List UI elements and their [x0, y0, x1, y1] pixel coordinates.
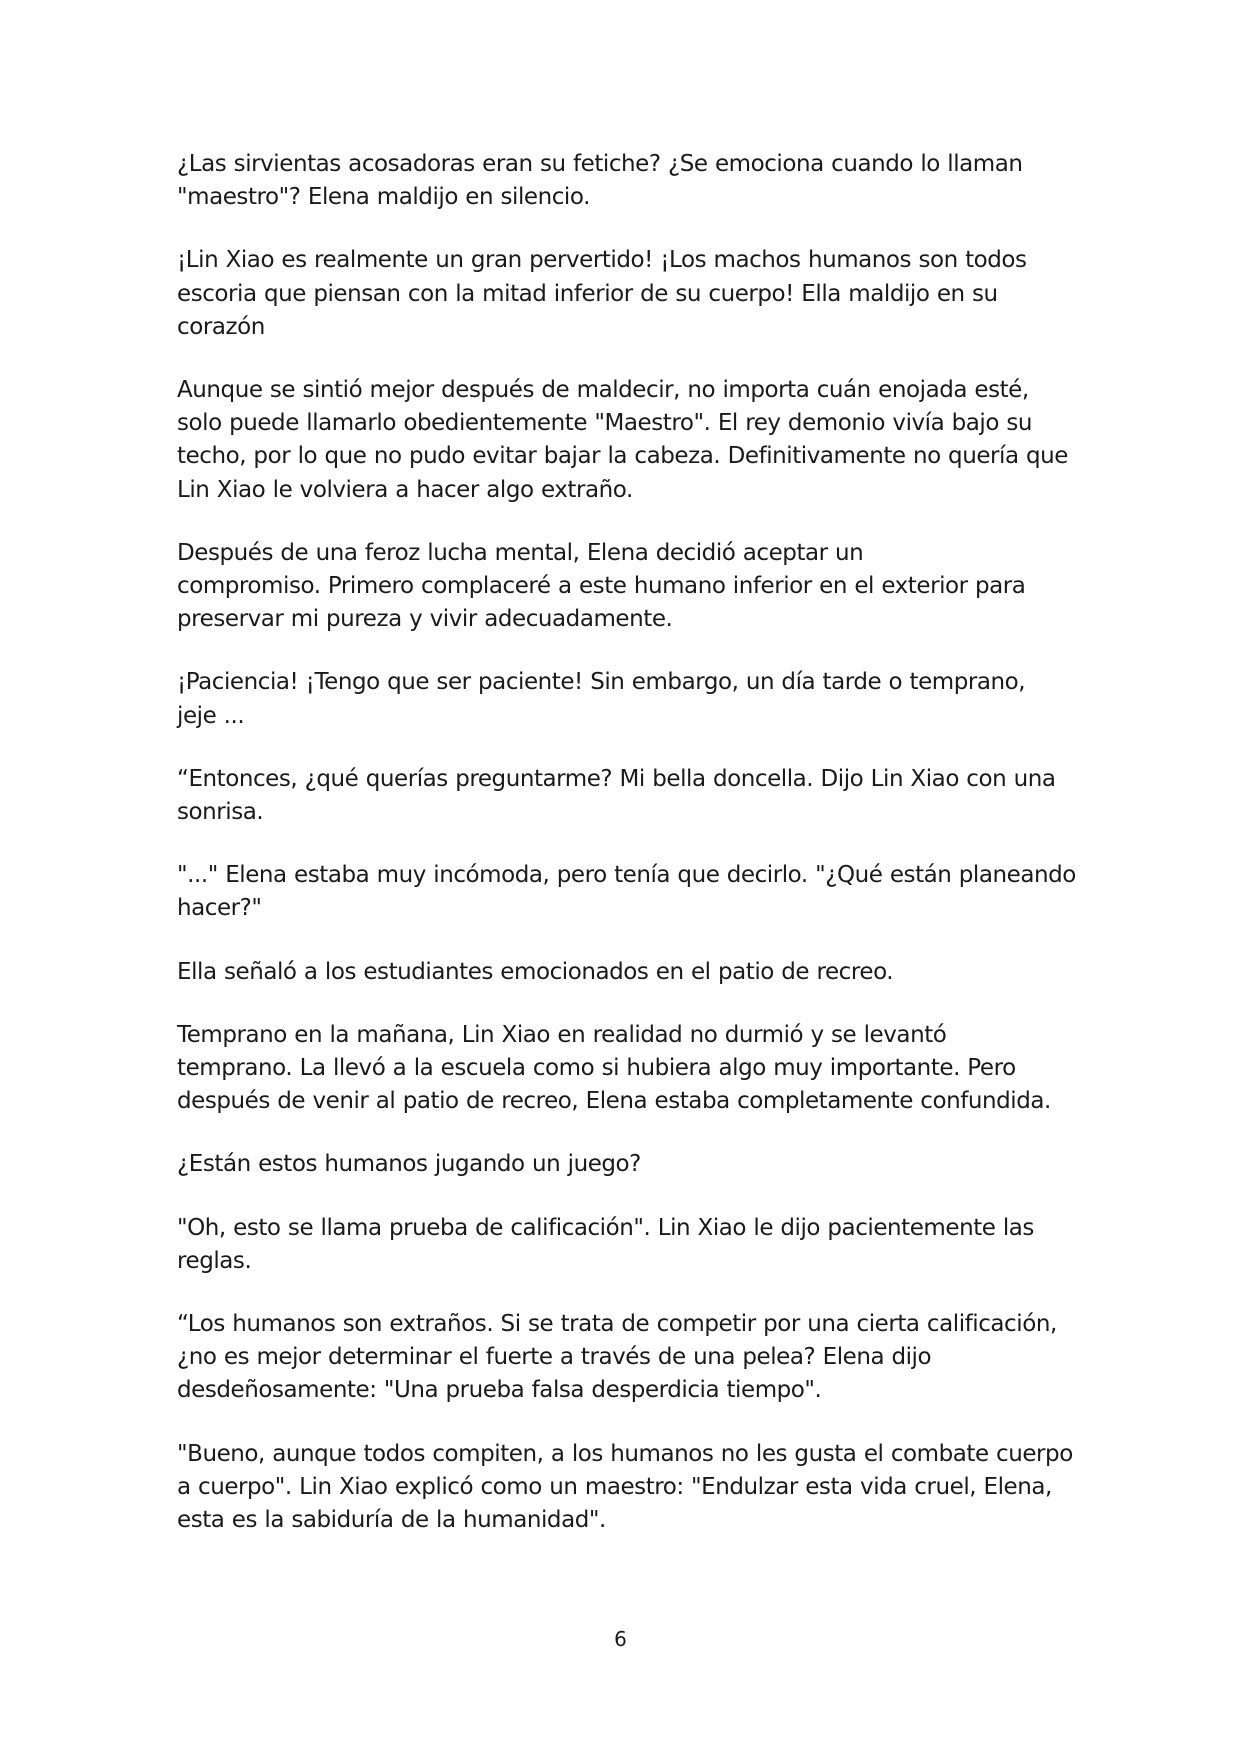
text-line: hacer?" [177, 895, 262, 922]
paragraph [177, 666, 1067, 732]
text-line: a cuerpo". Lin Xiao explicó como un maestro: "Endulzar esta vida cruel, Elena, [177, 1473, 1052, 1500]
paragraph [177, 1148, 1067, 1181]
text-line: sonrisa. [177, 799, 264, 826]
paragraph [177, 1212, 1067, 1278]
text-line: "Oh, esto se llama prueba de calificación". Lin Xiao le dijo pacientemente las [177, 1214, 1034, 1241]
paragraph [177, 374, 1067, 507]
text-line: ¡Lin Xiao es realmente un gran pervertido! ¡Los machos humanos son todos [177, 247, 1027, 274]
text-line: “Entonces, ¿qué querías preguntarme? Mi bella doncella. Dijo Lin Xiao con una [177, 765, 1056, 792]
paragraph [177, 763, 1067, 829]
text-line: después de venir al patio de recreo, Elena estaba completamente confundida. [177, 1088, 1051, 1115]
paragraph [177, 1308, 1067, 1408]
text-line: ¿Las sirvientas acosadoras eran su fetiche? ¿Se emociona cuando lo llaman [177, 151, 1023, 177]
text-line: Después de una feroz lucha mental, Elena decidió aceptar un [177, 539, 864, 566]
paragraph [177, 859, 1076, 925]
text-line: Aunque se sintió mejor después de maldecir, no importa cuán enojada esté, [177, 377, 1029, 404]
text-line: desdeñosamente: "Una prueba falsa desperdicia tiempo". [177, 1377, 822, 1404]
text-line: ¿Están estos humanos jugando un juego? [177, 1151, 641, 1178]
paragraph [177, 148, 1067, 214]
text-line: escoria que piensan con la mitad inferior de su cuerpo! Ella maldijo en su [177, 280, 998, 307]
text-line: esta es la sabiduría de la humanidad". [177, 1507, 606, 1534]
text-line: "Bueno, aunque todos compiten, a los humanos no les gusta el combate cuerpo [177, 1440, 1073, 1467]
text-line: corazón [177, 313, 265, 340]
page-number: 6 [614, 1627, 627, 1651]
text-line: solo puede llamarlo obedientemente "Maestro". El rey demonio vivía bajo su [177, 410, 1032, 437]
text-line: jeje ... [177, 702, 245, 729]
text-line: compromiso. Primero complaceré a este humano inferior en el exterior para [177, 573, 1026, 600]
text-line: temprano. La llevó a la escuela como si hubiera algo muy importante. Pero [177, 1055, 1016, 1082]
text-line: ¡Paciencia! ¡Tengo que ser paciente! Sin embargo, un día tarde o temprano, [177, 669, 1026, 696]
text-line: ¿no es mejor determinar el fuerte a través de una pelea? Elena dijo [177, 1344, 932, 1371]
text-line: techo, por lo que no pudo evitar bajar la cabeza. Definitivamente no quería que [177, 443, 1068, 470]
paragraph [177, 1438, 1073, 1538]
text-line: Lin Xiao le volviera a hacer algo extraño. [177, 476, 633, 503]
text-line: “Los humanos son extraños. Si se trata de competir por una cierta calificación, [177, 1311, 1057, 1338]
text-line: Ella señaló a los estudiantes emocionados en el patio de recreo. [177, 958, 894, 985]
paragraph [177, 537, 1067, 637]
text-line: preservar mi pureza y vivir adecuadamente. [177, 606, 673, 633]
paragraph [177, 1019, 1067, 1119]
document-body [177, 148, 1076, 1567]
paragraph [177, 956, 1067, 989]
paragraph [177, 244, 1067, 344]
text-line: "maestro"? Elena maldijo en silencio. [177, 184, 590, 211]
text-line: "..." Elena estaba muy incómoda, pero tenía que decirlo. "¿Qué están planeando [177, 862, 1076, 889]
text-line: Temprano en la mañana, Lin Xiao en realidad no durmió y se levantó [177, 1021, 947, 1048]
text-line: reglas. [177, 1247, 252, 1274]
